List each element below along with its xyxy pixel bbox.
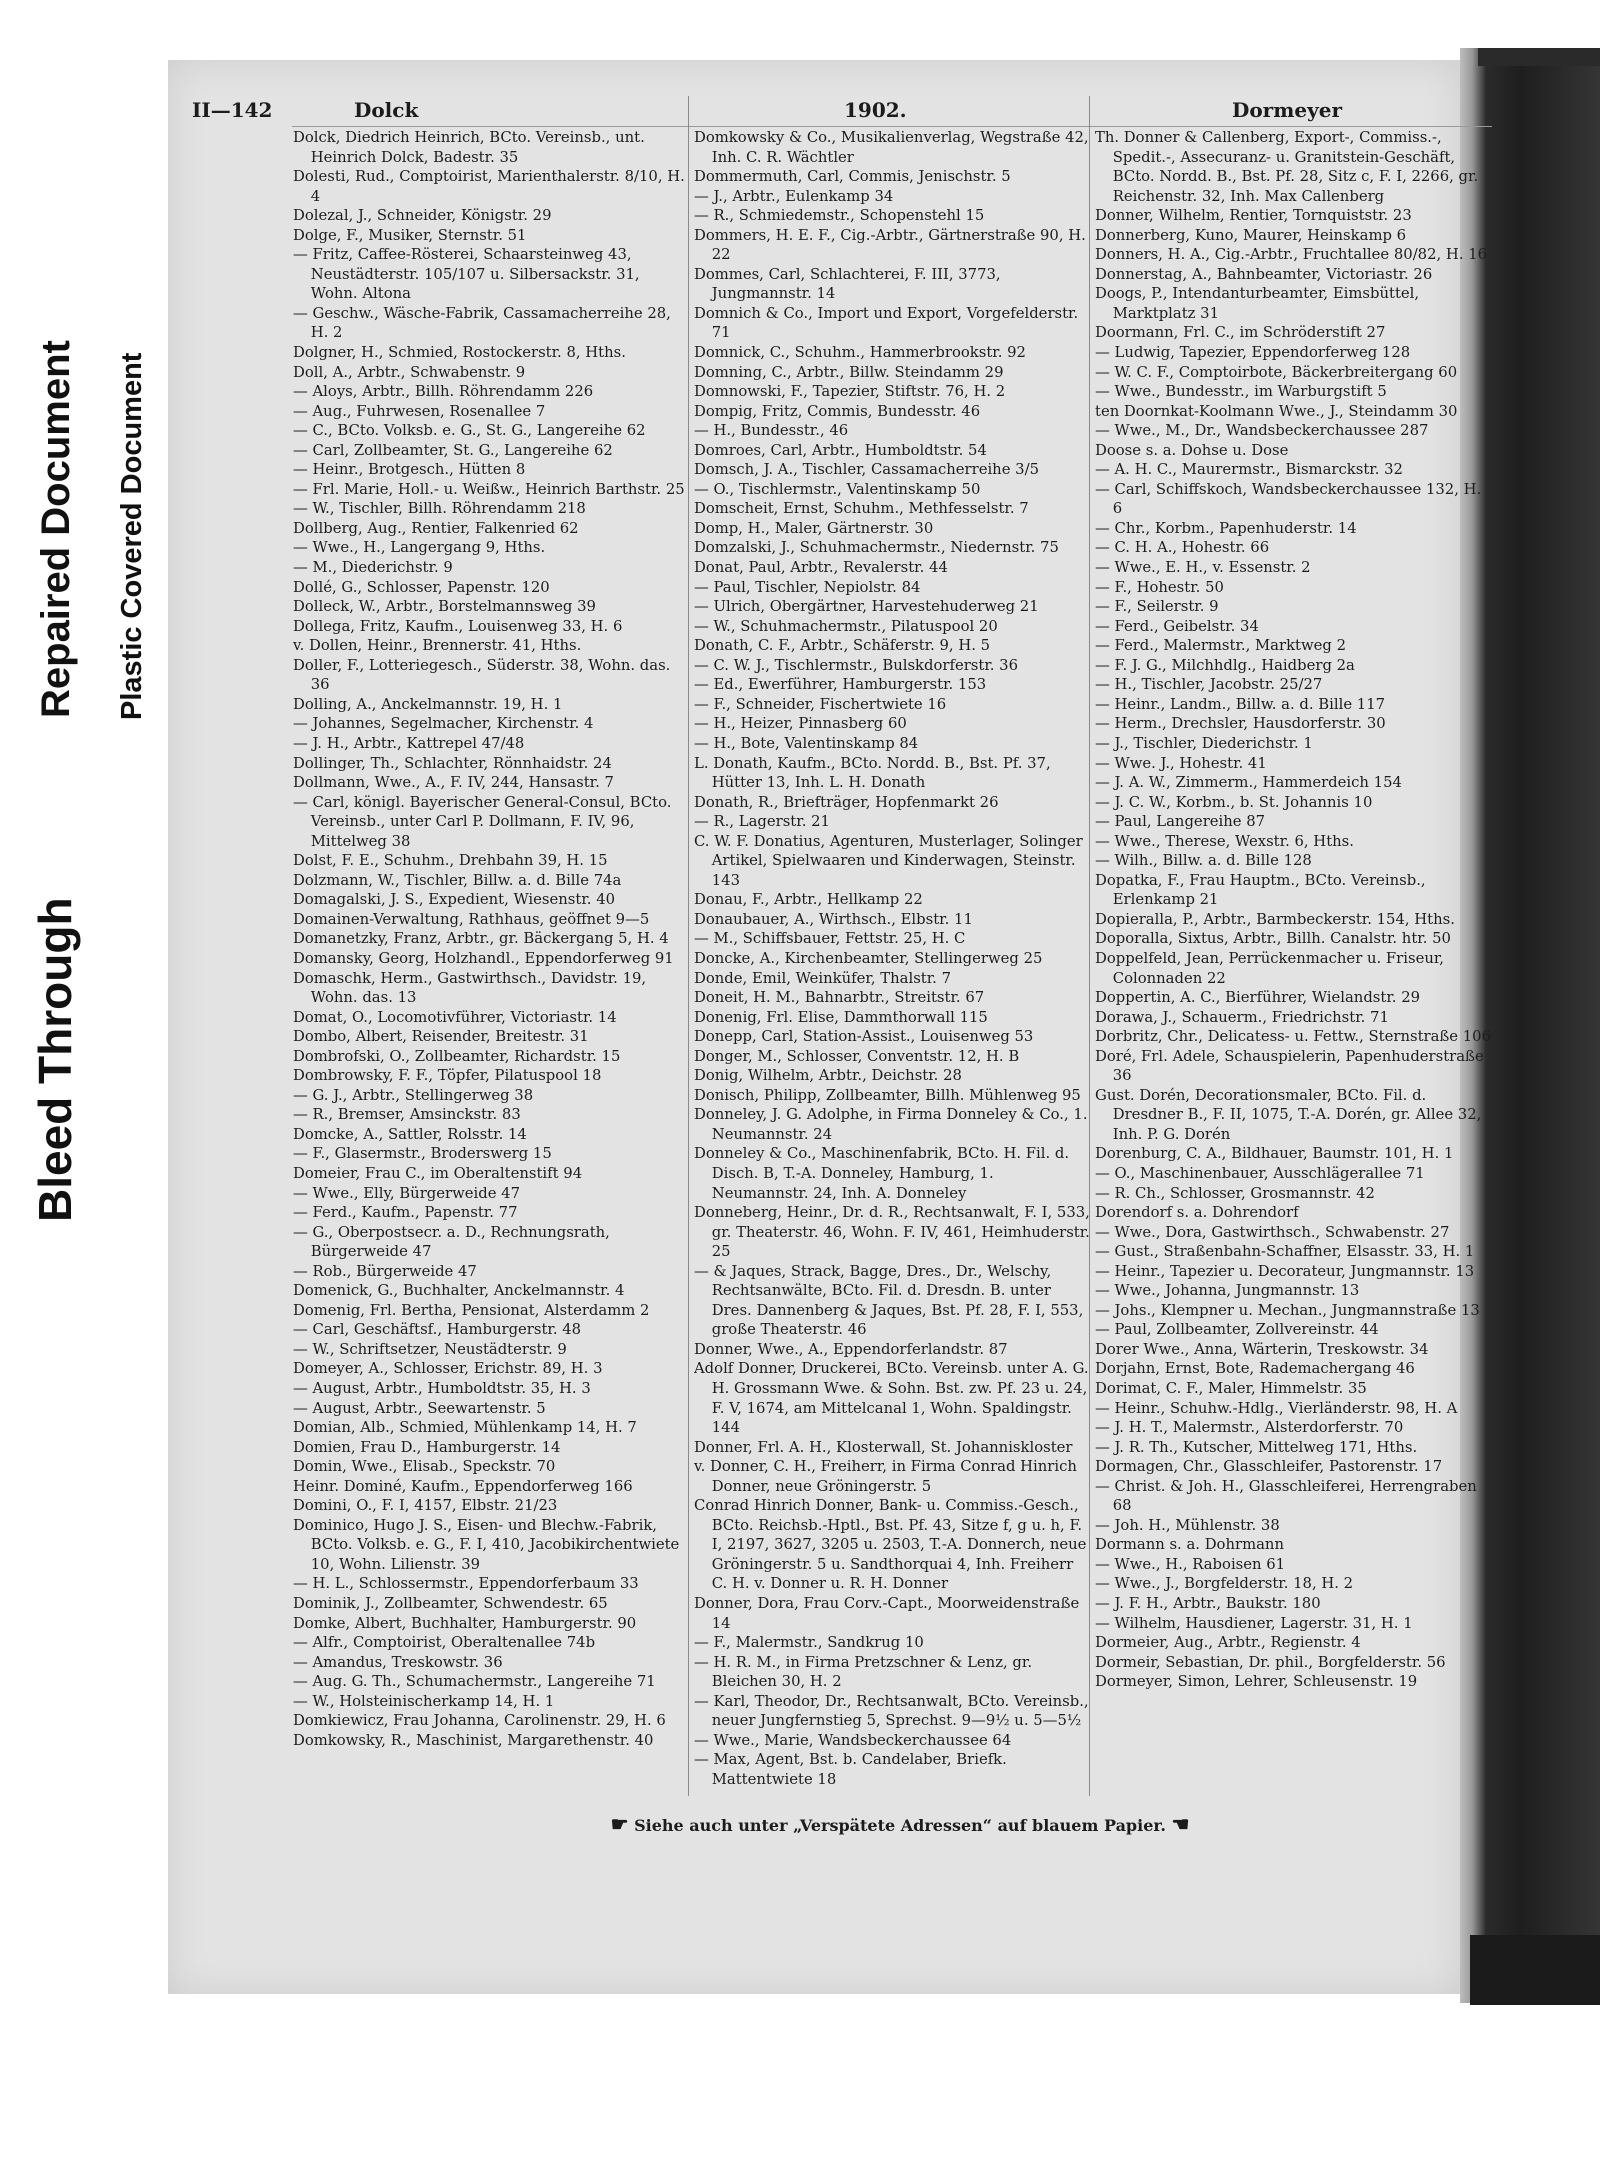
directory-entry: Dolgner, H., Schmied, Rostockerstr. 8, Hths. <box>293 344 626 362</box>
directory-entry: — H. R. M., in Firma Pretzschner & Lenz, gr. Bleichen 30, H. 2 <box>694 1653 1033 1691</box>
directory-entry: — H. L., Schlossermstr., Eppendorferbaum 33 <box>293 1575 639 1593</box>
directory-entry: Donger, M., Schlosser, Conventstr. 12, H. B <box>694 1047 1020 1065</box>
directory-entry: Dollega, Fritz, Kaufm., Louisenweg 33, H. 6 <box>293 617 623 635</box>
directory-entry: — W. C. F., Comptoirbote, Bäckerbreitergang 60 <box>1095 363 1458 381</box>
directory-entry: Dorjahn, Ernst, Bote, Rademachergang 46 <box>1095 1360 1415 1378</box>
directory-entry: Dommermuth, Carl, Commis, Jenischstr. 5 <box>694 168 1011 186</box>
header-first-word: Dolck <box>354 98 419 122</box>
directory-entry: — Ferd., Kaufm., Papenstr. 77 <box>293 1204 518 1222</box>
directory-entry: — Aug. G. Th., Schumachermstr., Langereihe 71 <box>293 1673 656 1691</box>
directory-entry: Domainen-Verwaltung, Rathhaus, geöffnet 9—5 <box>293 910 650 928</box>
directory-entry: — F., Schneider, Fischertwiete 16 <box>694 695 947 713</box>
footer-note <box>300 1812 1500 1836</box>
directory-entry: — Heinr., Tapezier u. Decorateur, Jungmannstr. 13 <box>1095 1262 1475 1280</box>
directory-entry: — J., Arbtr., Eulenkamp 34 <box>694 187 894 205</box>
directory-entry: — Wwe., Marie, Wandsbeckerchaussee 64 <box>694 1731 1012 1749</box>
directory-entry: — C. H. A., Hohestr. 66 <box>1095 539 1270 557</box>
directory-entry: — Herm., Drechsler, Hausdorferstr. 30 <box>1095 715 1386 733</box>
directory-entry: Doormann, Frl. C., im Schröderstift 27 <box>1095 324 1386 342</box>
directory-entry: — J., Tischler, Diederichstr. 1 <box>1095 734 1313 752</box>
directory-entry: — J. F. H., Arbtr., Baukstr. 180 <box>1095 1595 1321 1613</box>
directory-entry: Domning, C., Arbtr., Billw. Steindamm 29 <box>694 363 1004 381</box>
directory-entry: Dorendorf s. a. Dohrendorf <box>1095 1204 1299 1222</box>
directory-entry: — Wwe., Therese, Wexstr. 6, Hths. <box>1095 832 1354 850</box>
page-edge-top <box>1478 48 1600 66</box>
directory-entry: Donner, Wwe., A., Eppendorferlandstr. 87 <box>694 1340 1008 1358</box>
directory-entry: — August, Arbtr., Humboldtstr. 35, H. 3 <box>293 1380 591 1397</box>
directory-entry: — G., Oberpostsecr. a. D., Rechnungsrath, Bürgerweide 47 <box>293 1223 610 1261</box>
directory-entry: Conrad Hinrich Donner, Bank- u. Commiss.-Gesch., BCto. Reichsb.-Hptl., Bst. Pf. 43, Sitze f, g u. h, F. I, 2197, 3627, 3205 u. 2503, T.-A. Donnerch, neue Gröningerstr. 5 u. Sandthorquai 4, Inh. Freiherr C. H. v. Donner u. R. H. Donner <box>694 1497 1087 1593</box>
directory-entry: Doose s. a. Dohse u. Dose <box>1095 441 1289 459</box>
directory-entry: — Ludwig, Tapezier, Eppendorferweg 128 <box>1095 344 1411 362</box>
directory-entry: Dollé, G., Schlosser, Papenstr. 120 <box>293 578 550 596</box>
directory-entry: — Gust., Straßenbahn-Schaffner, Elsasstr. 33, H. 1 <box>1095 1243 1475 1261</box>
directory-entry: Donners, H. A., Cig.-Arbtr., Fruchtallee 80/82, H. 16 <box>1095 246 1488 264</box>
directory-entry: Dolleck, W., Arbtr., Borstelmannsweg 39 <box>293 598 596 616</box>
directory-entry: — J. H. T., Malermstr., Alsterdorferstr. 70 <box>1095 1419 1404 1437</box>
directory-entry: — Wwe., J., Borgfelderstr. 18, H. 2 <box>1095 1575 1354 1593</box>
header-year: 1902. <box>844 98 907 122</box>
directory-entry: — Joh. H., Mühlenstr. 38 <box>1095 1516 1280 1534</box>
directory-entry: Dommers, H. E. F., Cig.-Arbtr., Gärtnerstraße 90, H. 22 <box>694 226 1086 264</box>
directory-entry: — Heinr., Schuhw.-Hdlg., Vierländerstr. 98, H. A <box>1095 1399 1458 1417</box>
directory-entry: — Wwe., H., Raboisen 61 <box>1095 1555 1286 1573</box>
directory-column-2 <box>694 128 1092 1813</box>
directory-entry: Domeier, Frau C., im Oberaltenstift 94 <box>293 1164 583 1182</box>
directory-entry: Dolge, F., Musiker, Sternstr. 51 <box>293 226 527 244</box>
directory-entry: Doller, F., Lotteriegesch., Süderstr. 38, Wohn. das. 36 <box>293 656 671 694</box>
directory-entry: — Heinr., Landm., Billw. a. d. Bille 117 <box>1095 695 1386 713</box>
directory-entry: — H., Heizer, Pinnasberg 60 <box>694 715 907 733</box>
directory-entry: Dombo, Albert, Reisender, Breitestr. 31 <box>293 1028 589 1046</box>
directory-entry: Donnerberg, Kuno, Maurer, Heinskamp 6 <box>1095 226 1407 244</box>
directory-entry: Domroes, Carl, Arbtr., Humboldtstr. 54 <box>694 441 987 459</box>
directory-entry: — Carl, Schiffskoch, Wandsbeckerchaussee 132, H. 6 <box>1095 480 1482 518</box>
directory-entry: — F., Malermstr., Sandkrug 10 <box>694 1634 924 1652</box>
directory-entry: — R. Ch., Schlosser, Grosmannstr. 42 <box>1095 1184 1375 1202</box>
directory-entry: — O., Tischlermstr., Valentinskamp 50 <box>694 480 981 498</box>
directory-entry: Dorbritz, Chr., Delicatess- u. Fettw., Sternstraße 106 <box>1095 1028 1491 1046</box>
directory-entry: — Carl, königl. Bayerischer General-Consul, BCto. Vereinsb., unter Carl P. Dollmann, F. IV, 96, Mittelweg 38 <box>293 793 672 850</box>
directory-entry: Domansky, Georg, Holzhandl., Eppendorferweg 91 <box>293 949 674 967</box>
directory-entry: — August, Arbtr., Seewartenstr. 5 <box>293 1399 546 1417</box>
header-last-word: Dormeyer <box>1232 98 1342 122</box>
directory-entry: — Carl, Zollbeamter, St. G., Langereihe 62 <box>293 441 613 459</box>
directory-entry: — Aug., Fuhrwesen, Rosenallee 7 <box>293 402 546 420</box>
directory-entry: — Chr., Korbm., Papenhuderstr. 14 <box>1095 519 1357 537</box>
directory-entry: Domagalski, J. S., Expedient, Wiesenstr. 40 <box>293 891 616 909</box>
page-number: II—142 <box>192 98 273 122</box>
directory-entry: Dollberg, Aug., Rentier, Falkenried 62 <box>293 519 579 537</box>
directory-entry: — W., Schuhmachermstr., Pilatuspool 20 <box>694 617 998 635</box>
directory-entry: — Wwe., M., Dr., Wandsbeckerchaussee 287 <box>1095 422 1429 440</box>
directory-entry: Doppelfeld, Jean, Perrückenmacher u. Friseur, Colonnaden 22 <box>1095 949 1445 987</box>
directory-entry: — W., Holsteinischerkamp 14, H. 1 <box>293 1692 555 1710</box>
directory-entry: Dormagen, Chr., Glasschleifer, Pastorenstr. 17 <box>1095 1458 1443 1476</box>
directory-entry: Donat, Paul, Arbtr., Revalerstr. 44 <box>694 559 948 577</box>
directory-entry: — Geschw., Wäsche-Fabrik, Cassamacherreihe 28, H. 2 <box>293 304 671 342</box>
directory-entry: — Ferd., Geibelstr. 34 <box>1095 617 1259 635</box>
directory-entry: Gust. Dorén, Decorationsmaler, BCto. Fil. d. Dresdner B., F. II, 1075, T.-A. Dorén, gr. Allee 32, Inh. P. G. Dorén <box>1095 1086 1482 1143</box>
directory-column-1 <box>293 128 691 1813</box>
directory-entry: Domp, H., Maler, Gärtnerstr. 30 <box>694 519 934 537</box>
directory-column-3 <box>1095 128 1493 1813</box>
directory-entry: Dorawa, J., Schauerm., Friedrichstr. 71 <box>1095 1008 1389 1026</box>
directory-entry: Domke, Albert, Buchhalter, Hamburgerstr. 90 <box>293 1614 637 1632</box>
directory-entry: Doppertin, A. C., Bierführer, Wielandstr. 29 <box>1095 989 1421 1007</box>
directory-entry: — R., Lagerstr. 21 <box>694 813 830 831</box>
directory-entry: Dolesti, Rud., Comptoirist, Marienthalerstr. 8/10, H. 4 <box>293 168 685 205</box>
directory-entry: Donner, Dora, Frau Corv.-Capt., Moorweidenstraße 14 <box>694 1595 1080 1632</box>
page-edge-corner <box>1470 1935 1600 2005</box>
directory-entry: Doll, A., Arbtr., Schwabenstr. 9 <box>293 363 526 381</box>
directory-entry: Domian, Alb., Schmied, Mühlenkamp 14, H. 7 <box>293 1419 637 1437</box>
directory-entry: — Max, Agent, Bst. b. Candelaber, Briefk. Mattentwiete 18 <box>694 1751 1007 1788</box>
directory-entry: Dolezal, J., Schneider, Königstr. 29 <box>293 207 552 225</box>
directory-entry: — H., Bote, Valentinskamp 84 <box>694 734 919 752</box>
directory-entry: Dolzmann, W., Tischler, Billw. a. d. Bille 74a <box>293 871 622 889</box>
directory-entry: Dollmann, Wwe., A., F. IV, 244, Hansastr. 7 <box>293 774 614 792</box>
directory-entry: — J. A. W., Zimmerm., Hammerdeich 154 <box>1095 774 1402 792</box>
directory-entry: Doneit, H. M., Bahnarbtr., Streitstr. 67 <box>694 989 985 1007</box>
directory-entry: Dormann s. a. Dohrmann <box>1095 1536 1284 1554</box>
directory-entry: — Heinr., Brotgesch., Hütten 8 <box>293 461 526 479</box>
directory-entry: Dorenburg, C. A., Bildhauer, Baumstr. 101, H. 1 <box>1095 1145 1454 1163</box>
directory-entry: Domenick, G., Buchhalter, Anckelmannstr. 4 <box>293 1282 625 1300</box>
directory-entry: ten Doornkat-Koolmann Wwe., J., Steindamm 30 <box>1095 402 1458 420</box>
directory-entry: Dormeir, Sebastian, Dr. phil., Borgfelderstr. 56 <box>1095 1653 1446 1671</box>
directory-entry: — F., Hohestr. 50 <box>1095 578 1224 596</box>
directory-entry: Donnerstag, A., Bahnbeamter, Victoriastr. 26 <box>1095 265 1433 283</box>
header-rule <box>292 126 1492 127</box>
directory-entry: Domaschk, Herm., Gastwirthsch., Davidstr. 19, Wohn. das. 13 <box>293 969 647 1007</box>
directory-entry: — J. C. W., Korbm., b. St. Johannis 10 <box>1095 793 1373 811</box>
pointing-hand-icon: ☚ <box>1171 1812 1190 1836</box>
directory-entry: Domkowsky, R., Maschinist, Margarethenstr. 40 <box>293 1731 654 1749</box>
directory-entry: — H., Tischler, Jacobstr. 25/27 <box>1095 676 1323 694</box>
directory-entry: Dopatka, F., Frau Hauptm., BCto. Vereinsb., Erlenkamp 21 <box>1095 871 1426 909</box>
directory-entry: Dolling, A., Anckelmannstr. 19, H. 1 <box>293 695 563 713</box>
directory-entry: Doporalla, Sixtus, Arbtr., Billh. Canalstr. htr. 50 <box>1095 930 1451 948</box>
directory-entry: — F., Glasermstr., Broderswerg 15 <box>293 1145 552 1163</box>
directory-entry: C. W. F. Donatius, Agenturen, Musterlager, Solinger Artikel, Spielwaaren und Kinderwagen, Steinstr. 143 <box>694 832 1083 889</box>
directory-entry: Th. Donner & Callenberg, Export-, Commiss.-, Spedit.-, Assecuranz- u. Granitstein-Geschäft, BCto. Nordd. B., Bst. Pf. 28, Sitz c, F. I, 2266, gr. Reichenstr. 32, Inh. Max Callenberg <box>1095 129 1479 205</box>
directory-entry: Domin, Wwe., Elisab., Speckstr. 70 <box>293 1458 556 1476</box>
plastic-covered-document-label: Plastic Covered Document <box>116 352 148 720</box>
directory-entry: — Wwe., E. H., v. Essenstr. 2 <box>1095 559 1311 577</box>
directory-entry: Dorer Wwe., Anna, Wärterin, Treskowstr. 34 <box>1095 1340 1429 1358</box>
directory-entry: Dorimat, C. F., Maler, Himmelstr. 35 <box>1095 1380 1367 1397</box>
directory-entry: Dommes, Carl, Schlachterei, F. III, 3773, Jungmannstr. 14 <box>694 265 1001 303</box>
directory-entry: — Karl, Theodor, Dr., Rechtsanwalt, BCto. Vereinsb., neuer Jungfernstieg 5, Sprechst. 9—9½ u. 5—5½ <box>694 1692 1089 1730</box>
directory-entry: — Frl. Marie, Holl.- u. Weißw., Heinrich Barthstr. 25 <box>293 480 685 498</box>
pointing-hand-icon: ☛ <box>610 1812 629 1836</box>
directory-entry: Domini, O., F. I, 4157, Elbstr. 21/23 <box>293 1497 558 1515</box>
directory-entry: — Paul, Tischler, Nepiolstr. 84 <box>694 578 921 596</box>
directory-entry: Donneley, J. G. Adolphe, in Firma Donneley & Co., 1. Neumannstr. 24 <box>694 1106 1088 1143</box>
directory-entry: Domzalski, J., Schuhmachermstr., Niedernstr. 75 <box>694 539 1059 557</box>
directory-entry: — M., Schiffsbauer, Fettstr. 25, H. C <box>694 930 966 948</box>
repaired-document-label: Repaired Document <box>34 340 78 718</box>
directory-entry: Dombrowsky, F. F., Töpfer, Pilatuspool 18 <box>293 1067 602 1085</box>
directory-entry: Domanetzky, Franz, Arbtr., gr. Bäckergang 5, H. 4 <box>293 930 669 948</box>
directory-entry: Domkiewicz, Frau Johanna, Carolinenstr. 29, H. 6 <box>293 1712 666 1730</box>
directory-entry: Dominik, J., Zollbeamter, Schwendestr. 65 <box>293 1595 608 1613</box>
directory-entry: Doogs, P., Intendanturbeamter, Eimsbüttel, Marktplatz 31 <box>1095 285 1420 322</box>
directory-entry: Dombrofski, O., Zollbeamter, Richardstr. 15 <box>293 1047 621 1065</box>
directory-entry: — Johannes, Segelmacher, Kirchenstr. 4 <box>293 715 594 733</box>
directory-entry: — & Jaques, Strack, Bagge, Dres., Dr., Welschy, Rechtsanwälte, BCto. Fil. d. Dresdn. B. unter Dres. Dannenberg & Jaques, Bst. Pf. 28, F. I, 553, große Theaterstr. 46 <box>694 1262 1084 1339</box>
directory-entry: — Christ. & Joh. H., Glasschleiferei, Herrengraben 68 <box>1095 1477 1477 1515</box>
directory-entry: — O., Maschinenbauer, Ausschlägerallee 71 <box>1095 1164 1425 1182</box>
directory-entry: Domnick, C., Schuhm., Hammerbrookstr. 92 <box>694 344 1026 362</box>
directory-entry: Donner, Wilhelm, Rentier, Tornquiststr. 23 <box>1095 207 1412 225</box>
directory-entry: Dormeier, Aug., Arbtr., Regienstr. 4 <box>1095 1634 1361 1652</box>
directory-entry: — Wwe., Bundesstr., im Warburgstift 5 <box>1095 383 1387 401</box>
directory-entry: Donaubauer, A., Wirthsch., Elbstr. 11 <box>694 910 973 928</box>
directory-entry: — M., Diederichstr. 9 <box>293 559 453 577</box>
directory-entry: — Ferd., Malermstr., Marktweg 2 <box>1095 637 1347 655</box>
directory-entry: Dolst, F. E., Schuhm., Drehbahn 39, H. 15 <box>293 852 608 870</box>
directory-entry: Domkowsky & Co., Musikalienverlag, Wegstraße 42, Inh. C. R. Wächtler <box>694 129 1089 166</box>
directory-entry: Domien, Frau D., Hamburgerstr. 14 <box>293 1438 561 1456</box>
directory-entry: — R., Schmiedemstr., Schopenstehl 15 <box>694 207 985 225</box>
directory-entry: Domeyer, A., Schlosser, Erichstr. 89, H. 3 <box>293 1360 603 1378</box>
directory-entry: Dompig, Fritz, Commis, Bundesstr. 46 <box>694 402 981 420</box>
directory-entry: — Carl, Geschäftsf., Hamburgerstr. 48 <box>293 1321 582 1339</box>
directory-entry: — Amandus, Treskowstr. 36 <box>293 1653 503 1671</box>
directory-entry: — F., Seilerstr. 9 <box>1095 598 1219 616</box>
directory-entry: Doré, Frl. Adele, Schauspielerin, Papenhuderstraße 36 <box>1095 1047 1484 1085</box>
directory-entry: — Wwe., H., Langergang 9, Hths. <box>293 539 546 557</box>
directory-entry: Donneberg, Heinr., Dr. d. R., Rechtsanwalt, F. I, 533, gr. Theaterstr. 46, Wohn. F. IV, 461, Heimhuderstr. 25 <box>694 1204 1090 1261</box>
directory-entry: — W., Tischler, Billh. Röhrendamm 218 <box>293 500 586 518</box>
directory-entry: Doncke, A., Kirchenbeamter, Stellingerweg 25 <box>694 949 1043 967</box>
directory-entry: Donepp, Carl, Station-Assist., Louisenweg 53 <box>694 1028 1034 1046</box>
directory-entry: — Rob., Bürgerweide 47 <box>293 1262 477 1280</box>
directory-entry: L. Donath, Kaufm., BCto. Nordd. B., Bst. Pf. 37, Hütter 13, Inh. L. H. Donath <box>694 754 1051 792</box>
directory-entry: v. Donner, C. H., Freiherr, in Firma Conrad Hinrich Donner, neue Gröningerstr. 5 <box>694 1458 1077 1495</box>
directory-entry: — J. R. Th., Kutscher, Mittelweg 171, Hths. <box>1095 1438 1418 1456</box>
directory-entry: — Alfr., Comptoirist, Oberaltenallee 74b <box>293 1634 596 1652</box>
directory-entry: — C., BCto. Volksb. e. G., St. G., Langereihe 62 <box>293 422 646 440</box>
directory-entry: — Paul, Langereihe 87 <box>1095 813 1266 831</box>
directory-entry: — Ed., Ewerführer, Hamburgerstr. 153 <box>694 676 987 694</box>
directory-entry: Dollinger, Th., Schlachter, Rönnhaidstr. 24 <box>293 754 612 772</box>
running-header <box>192 98 1442 126</box>
directory-entry: — Johs., Klempner u. Mechan., Jungmannstraße 13 <box>1095 1301 1480 1319</box>
directory-entry: — W., Schriftsetzer, Neustädterstr. 9 <box>293 1340 567 1358</box>
directory-entry: — Wwe., Dora, Gastwirthsch., Schwabenstr. 27 <box>1095 1223 1450 1241</box>
directory-entry: Domnowski, F., Tapezier, Stiftstr. 76, H. 2 <box>694 383 1006 401</box>
directory-entry: Dormeyer, Simon, Lehrer, Schleusenstr. 19 <box>1095 1673 1418 1691</box>
directory-entry: — Wwe., Johanna, Jungmannstr. 13 <box>1095 1282 1360 1300</box>
directory-entry: — Paul, Zollbeamter, Zollvereinstr. 44 <box>1095 1321 1379 1339</box>
directory-entry: Donig, Wilhelm, Arbtr., Deichstr. 28 <box>694 1067 962 1085</box>
directory-entry: Donau, F., Arbtr., Hellkamp 22 <box>694 891 923 909</box>
directory-entry: Donath, R., Briefträger, Hopfenmarkt 26 <box>694 793 999 811</box>
directory-entry: — Fritz, Caffee-Rösterei, Schaarsteinweg 43, Neustädterstr. 105/107 u. Silbersackstr. 31, Wohn. Altona <box>293 246 640 303</box>
directory-entry: Domsch, J. A., Tischler, Cassamacherreihe 3/5 <box>694 461 1039 479</box>
directory-entry: Domenig, Frl. Bertha, Pensionat, Alsterdamm 2 <box>293 1301 650 1319</box>
directory-entry: Dopieralla, P., Arbtr., Barmbeckerstr. 154, Hths. <box>1095 910 1455 928</box>
directory-entry: Dominico, Hugo J. S., Eisen- und Blechw.-Fabrik, BCto. Volksb. e. G., F. I, 410, Jacobikirchentwiete 10, Wohn. Lilienstr. 39 <box>293 1516 680 1573</box>
directory-entry: Donde, Emil, Weinküfer, Thalstr. 7 <box>694 969 952 987</box>
directory-entry: Dolck, Diedrich Heinrich, BCto. Vereinsb., unt. Heinrich Dolck, Badestr. 35 <box>293 129 645 166</box>
directory-entry: — Wilh., Billw. a. d. Bille 128 <box>1095 852 1312 870</box>
directory-entry: — R., Bremser, Amsinckstr. 83 <box>293 1106 521 1124</box>
directory-entry: Domat, O., Locomotivführer, Victoriastr. 14 <box>293 1008 617 1026</box>
directory-entry: — G. J., Arbtr., Stellingerweg 38 <box>293 1086 534 1104</box>
directory-entry: Adolf Donner, Druckerei, BCto. Vereinsb. unter A. G. H. Grossmann Wwe. & Sohn. Bst. zw. Pf. 23 u. 24, F. V, 1674, am Mittelcanal 1, Wohn. Spaldingstr. 144 <box>694 1360 1089 1437</box>
directory-entry: — A. H. C., Maurermstr., Bismarckstr. 32 <box>1095 461 1403 479</box>
directory-entry: — Wwe., Elly, Bürgerweide 47 <box>293 1184 521 1202</box>
bleed-through-label: Bleed Through <box>29 897 81 1222</box>
directory-entry: Domcke, A., Sattler, Rolsstr. 14 <box>293 1125 527 1143</box>
directory-entry: Donath, C. F., Arbtr., Schäferstr. 9, H. 5 <box>694 637 991 655</box>
directory-entry: — Wilhelm, Hausdiener, Lagerstr. 31, H. 1 <box>1095 1614 1413 1632</box>
directory-entry: Donneley & Co., Maschinenfabrik, BCto. H. Fil. d. Disch. B, T.-A. Donneley, Hamburg, 1. Neumannstr. 24, Inh. A. Donneley <box>694 1145 1070 1202</box>
directory-entry: — J. H., Arbtr., Kattrepel 47/48 <box>293 734 525 752</box>
directory-entry: v. Dollen, Heinr., Brennerstr. 41, Hths. <box>293 637 582 655</box>
directory-entry: Heinr. Dominé, Kaufm., Eppendorferweg 166 <box>293 1477 633 1495</box>
directory-entry: — Wwe. J., Hohestr. 41 <box>1095 754 1267 772</box>
directory-entry: — F. J. G., Milchhdlg., Haidberg 2a <box>1095 656 1355 674</box>
directory-entry: — Aloys, Arbtr., Billh. Röhrendamm 226 <box>293 383 594 401</box>
directory-entry: Donisch, Philipp, Zollbeamter, Billh. Mühlenweg 95 <box>694 1086 1081 1104</box>
directory-entry: — Ulrich, Obergärtner, Harvestehuderweg 21 <box>694 598 1039 616</box>
directory-entry: Domscheit, Ernst, Schuhm., Methfesselstr. 7 <box>694 500 1029 518</box>
directory-entry: — C. W. J., Tischlermstr., Bulskdorferstr. 36 <box>694 656 1019 674</box>
footer-note-text: Siehe auch unter „Verspätete Adressen“ auf blauem Papier. <box>634 1816 1166 1835</box>
directory-entry: Domnich & Co., Import und Export, Vorgefelderstr. 71 <box>694 304 1079 342</box>
directory-entry: — H., Bundesstr., 46 <box>694 422 849 440</box>
directory-entry: Donner, Frl. A. H., Klosterwall, St. Johanniskloster <box>694 1438 1073 1456</box>
directory-entry: Donenig, Frl. Elise, Dammthorwall 115 <box>694 1008 988 1026</box>
